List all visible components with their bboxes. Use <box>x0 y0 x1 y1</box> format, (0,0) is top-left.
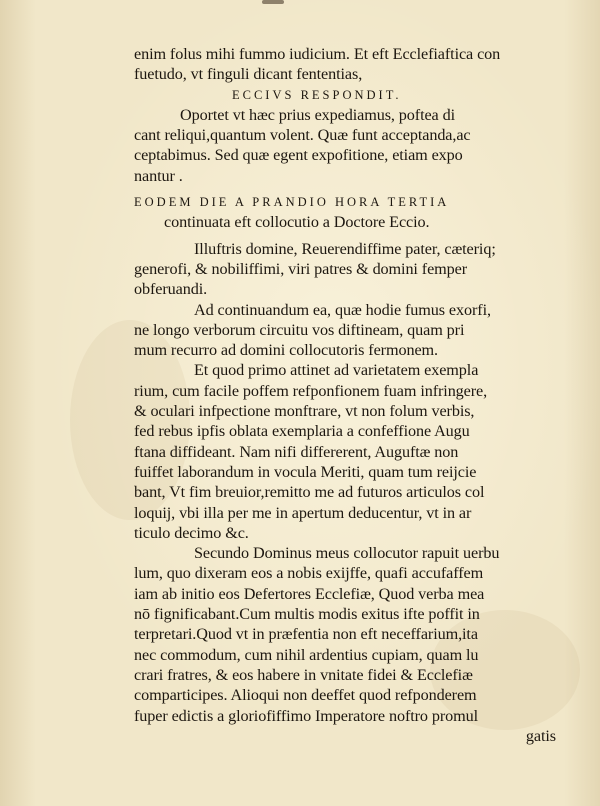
text-line: Et quod primo attinet ad varietatem exempla <box>194 361 479 380</box>
section-heading: EODEM DIE A PRANDIO HORA TERTIA <box>134 195 450 210</box>
document-text <box>134 44 574 746</box>
text-line: rium, cum facile poffem refponfionem fuam infringere, <box>134 381 488 400</box>
text-line: cant reliqui,quantum volent. Quæ funt acceptanda,ac <box>134 126 471 145</box>
text-line: comparticipes. Alioqui non deeffet quod refponderem <box>134 686 477 705</box>
text-line: obferuandi. <box>134 280 208 299</box>
text-line: lum, quo dixeram eos a nobis exijffe, quafi accufaffem <box>134 564 484 583</box>
text-line: terpretari.Quod vt in præfentia non eft neceffarium,ita <box>134 625 478 644</box>
text-line: generofi, & nobiliffimi, viri patres & domini femper <box>134 259 468 278</box>
text-line: Secundo Dominus meus collocutor rapuit uerbu <box>194 544 500 563</box>
text-line: Oportet vt hæc prius expediamus, poftea di <box>180 105 455 124</box>
text-line: ceptabimus. Sed quæ egent expofitione, etiam expo <box>134 146 463 165</box>
text-line: iam ab initio eos Defertores Ecclefiæ, Quod verba mea <box>134 584 485 603</box>
catchword: gatis <box>525 726 556 745</box>
top-edge-mark <box>262 0 284 4</box>
text-line: ne longo verborum circuitu vos diftineam, quam pri <box>134 320 465 339</box>
text-line: & oculari infpectione monftrare, vt non folum verbis, <box>134 402 475 421</box>
text-line: fuiffet laborandum in vocula Meriti, quam tum reijcie <box>134 462 477 481</box>
text-line: bant, Vt fim breuior,remitto me ad futuros articulos col <box>134 483 485 502</box>
text-line: crari fratres, & eos habere in vnitate fidei & Ecclefiæ <box>134 665 473 684</box>
text-line: fuetudo, vt finguli dicant fententias, <box>134 65 363 84</box>
text-line: enim folus mihi fummo iudicium. Et eft Ecclefiaftica con <box>134 45 501 63</box>
text-line: Illuftris domine, Reuerendiffime pater, cæteriq; <box>194 239 496 258</box>
text-line: nō fignificabant.Cum multis modis exitus ifte poffit in <box>134 605 480 624</box>
text-line: fuper edictis a gloriofiffimo Imperatore noftro promul <box>134 706 479 725</box>
text-line: mum recurro ad domini collocutoris fermonem. <box>134 341 438 360</box>
text-line: Ad continuandum ea, quæ hodie fumus exorfi, <box>194 300 491 319</box>
text-line: nantur . <box>134 166 183 185</box>
section-heading: ECCIVS RESPONDIT. <box>232 87 402 102</box>
text-line: ticulo decimo &c. <box>134 523 249 542</box>
text-line: ftana diffideant. Nam nifi differerent, Auguftæ non <box>134 442 459 461</box>
text-line: loquij, vbi illa per me in apertum deducentur, vt in ar <box>134 503 472 522</box>
text-line: continuata eft collocutio a Doctore Eccio. <box>164 213 430 232</box>
text-line: fed rebus ipfis oblata exemplaria a confeffione Augu <box>134 422 470 441</box>
text-line: nec commodum, cum nihil ardentius cupiam, quam lu <box>134 645 479 664</box>
